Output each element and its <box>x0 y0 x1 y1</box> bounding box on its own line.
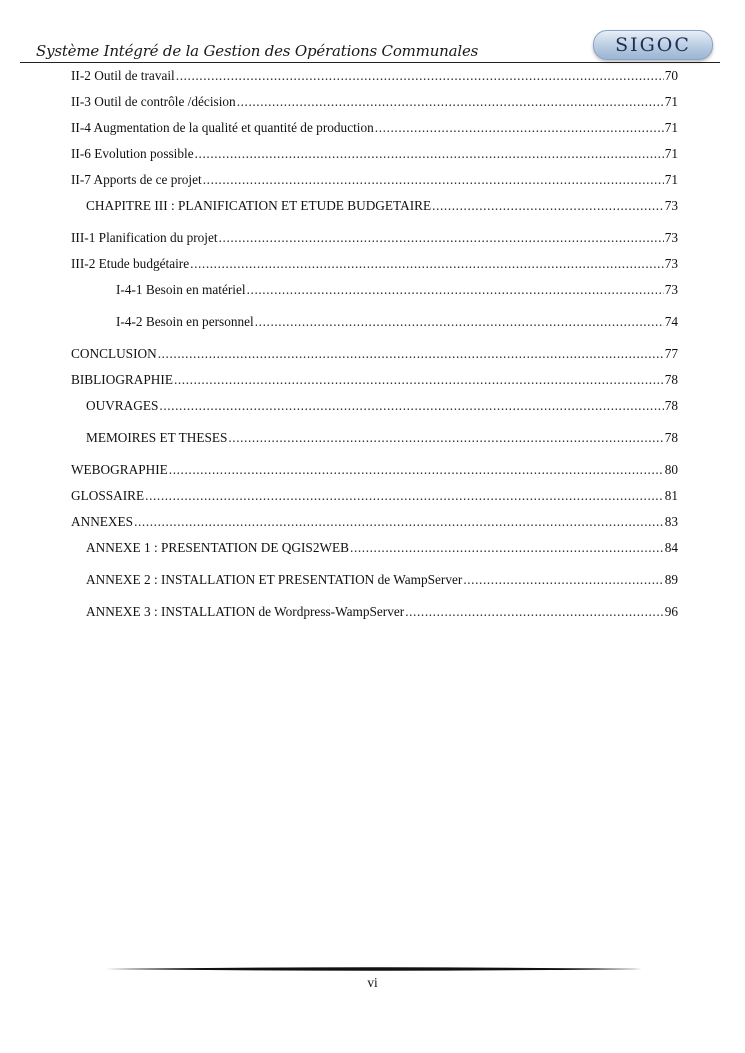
logo-text: SIGOC <box>615 34 691 56</box>
header-rule <box>20 62 720 63</box>
toc-leader-dots <box>174 371 664 389</box>
toc-entry-label: I-4-2 Besoin en personnel <box>116 314 254 329</box>
toc-entry-page: 81 <box>664 488 678 503</box>
toc-entry[interactable] <box>86 603 678 621</box>
toc-entry-page: 77 <box>664 346 678 361</box>
toc-entry-page: 78 <box>664 372 678 387</box>
toc-entry-label: III-2 Etude budgétaire <box>71 256 190 271</box>
toc-leader-dots <box>228 429 663 447</box>
toc-entry-label: OUVRAGES <box>86 398 159 413</box>
toc-entry-page: 78 <box>664 398 678 413</box>
toc-entry-label: II-4 Augmentation de la qualité et quantité de production <box>71 120 374 135</box>
toc-entry[interactable] <box>71 487 678 505</box>
toc-leader-dots <box>432 197 664 215</box>
toc-entry[interactable] <box>86 197 678 215</box>
toc-entry[interactable] <box>71 119 678 137</box>
toc-entry-label: MEMOIRES ET THESES <box>86 430 228 445</box>
toc-entry-page: 71 <box>664 94 678 109</box>
toc-leader-dots <box>169 461 664 479</box>
toc-leader-dots <box>255 313 664 331</box>
toc-entry-page: 78 <box>664 430 678 445</box>
toc-entry[interactable] <box>71 229 678 247</box>
toc-entry[interactable] <box>116 313 678 331</box>
toc-entry-page: 73 <box>664 256 678 271</box>
toc-leader-dots <box>463 571 663 589</box>
toc-entry[interactable] <box>71 171 678 189</box>
toc-entry-page: 96 <box>664 604 678 619</box>
toc-entry-label: ANNEXE 2 : INSTALLATION ET PRESENTATION de WampServer <box>86 572 463 587</box>
toc-entry-label: WEBOGRAPHIE <box>71 462 168 477</box>
toc-leader-dots <box>195 145 664 163</box>
toc-entry-page: 70 <box>664 68 678 83</box>
toc-entry-label: III-1 Planification du projet <box>71 230 218 245</box>
toc-leader-dots <box>237 93 664 111</box>
toc-entry-label: ANNEXES <box>71 514 134 529</box>
toc-entry[interactable] <box>71 513 678 531</box>
toc-leader-dots <box>176 67 664 85</box>
toc-entry-page: 73 <box>664 198 678 213</box>
toc-leader-dots <box>190 255 664 273</box>
toc-entry-label: CONCLUSION <box>71 346 157 361</box>
toc-leader-dots <box>159 397 663 415</box>
toc-entry-label: BIBLIOGRAPHIE <box>71 372 173 387</box>
toc-entry-page: 71 <box>664 146 678 161</box>
toc-entry[interactable] <box>86 429 678 447</box>
toc-leader-dots <box>405 603 664 621</box>
toc-entry-page: 84 <box>664 540 678 555</box>
toc-entry-label: I-4-1 Besoin en matériel <box>116 282 246 297</box>
toc-entry[interactable] <box>71 461 678 479</box>
toc-entry[interactable] <box>71 371 678 389</box>
toc-entry[interactable] <box>86 539 678 557</box>
toc-entry-label: CHAPITRE III : PLANIFICATION ET ETUDE BUDGETAIRE <box>86 198 432 213</box>
footer-rule <box>105 967 642 971</box>
toc-entry-label: II-7 Apports de ce projet <box>71 172 202 187</box>
toc-entry-label: GLOSSAIRE <box>71 488 145 503</box>
toc-entry[interactable] <box>71 145 678 163</box>
toc-entry-page: 80 <box>664 462 678 477</box>
header-title: Système Intégré de la Gestion des Opérations Communales <box>36 42 479 60</box>
toc-entry[interactable] <box>71 67 678 85</box>
toc-leader-dots <box>219 229 664 247</box>
toc-entry-page: 89 <box>664 572 678 587</box>
page-number: vi <box>367 975 378 990</box>
toc-leader-dots <box>203 171 664 189</box>
toc-leader-dots <box>145 487 664 505</box>
toc-entry-label: II-3 Outil de contrôle /décision <box>71 94 236 109</box>
toc-entry-label: ANNEXE 1 : PRESENTATION DE QGIS2WEB <box>86 540 350 555</box>
toc-entry-label: ANNEXE 3 : INSTALLATION de Wordpress-WampServer <box>86 604 405 619</box>
toc-entry-label: II-2 Outil de travail <box>71 68 175 83</box>
toc-leader-dots <box>350 539 664 557</box>
toc-entry-page: 74 <box>664 314 678 329</box>
toc-entry-page: 71 <box>664 120 678 135</box>
toc-entry-page: 83 <box>664 514 678 529</box>
toc-entry[interactable] <box>86 571 678 589</box>
toc-entry[interactable] <box>86 397 678 415</box>
toc-entry-page: 73 <box>664 282 678 297</box>
toc-entry[interactable] <box>71 93 678 111</box>
toc-entry[interactable] <box>116 281 678 299</box>
sigoc-logo <box>593 30 713 60</box>
toc-leader-dots <box>247 281 664 299</box>
toc-leader-dots <box>158 345 664 363</box>
toc-entry-page: 71 <box>664 172 678 187</box>
toc-entry-label: II-6 Evolution possible <box>71 146 194 161</box>
toc-leader-dots <box>375 119 664 137</box>
toc-entry[interactable] <box>71 345 678 363</box>
toc-entry[interactable] <box>71 255 678 273</box>
toc-entry-page: 73 <box>664 230 678 245</box>
toc-leader-dots <box>134 513 664 531</box>
